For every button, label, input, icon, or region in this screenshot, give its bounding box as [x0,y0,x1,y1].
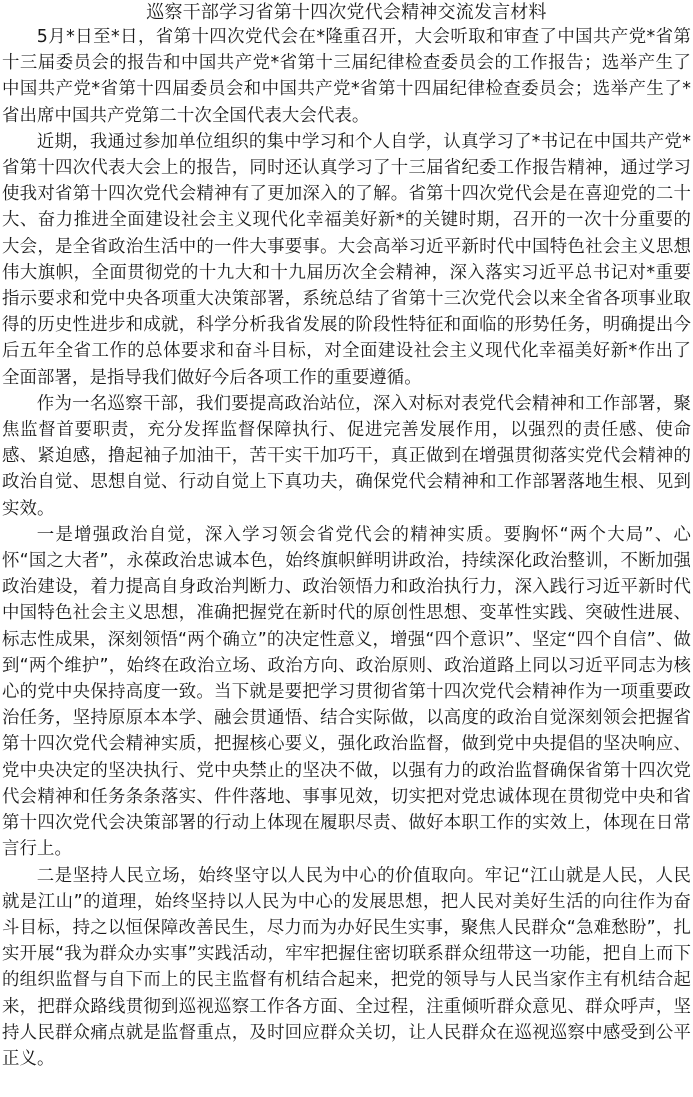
paragraph-role: 作为一名巡察干部，我们要提高政治站位，深入对标对表党代会精神和工作部署，聚焦监督首要职责，充分发挥监督保障执行、促进完善发展作用，以强烈的责任感、使命感、紧迫感，撸起袖子加油干，苦干实干加巧干，真正做到在增强贯彻落实党代会精神的政治自觉、思想自觉、行动自觉上下真功夫，确保党代会精神和工作部署落地生根、见到实效。 [2,393,691,519]
paragraph-study: 近期，我通过参加单位组织的集中学习和个人自学，认真学习了*书记在中国共产党*省第十四次代表大会上的报告，同时还认真学习了十三届省纪委工作报告精神，通过学习使我对省第十四次党代会精神有了更加深入的了解。省第十四次党代会是在喜迎党的二十大、奋力推进全面建设社会主义现代化幸福美好新*的关键时期，召开的一次十分重要的大会，是全省政治生活中的一件大事要事。大会高举习近平新时代中国特色社会主义思想伟大旗帜，全面贯彻党的十九大和十九届历次全会精神，深入落实习近平总书记对*重要指示要求和党中央各项重大决策部署，系统总结了省第十三次党代会以来全省各项事业取得的历史性进步和成就，科学分析我省发展的阶段性特征和面临的形势任务，明确提出今后五年全省工作的总体要求和奋斗目标，对全面建设社会主义现代化幸福美好新*作出了全面部署，是指导我们做好今后各项工作的重要遵循。 [2,131,691,388]
paragraph-intro: 5月*日至*日，省第十四次党代会在*隆重召开，大会听取和审查了中国共产党*省第十三届委员会的报告和中国共产党*省第十三届纪律检查委员会的工作报告；选举产生了中国共产党*省第十四届委员会和中国共产党*省第十四届纪律检查委员会；选举产生了*省出席中国共产党第二十次全国代表大会代表。 [2,27,691,126]
paragraph-point-two: 二是坚持人民立场，始终坚守以人民为中心的价值取向。牢记“江山就是人民，人民就是江山”的道理，始终坚持以人民为中心的发展思想，把人民对美好生活的向往作为奋斗目标，持之以恒保障改善民生，尽力而为办好民生实事，聚焦人民群众“急难愁盼”，扎实开展“我为群众办实事”实践活动，牢牢把握住密切联系群众纽带这一功能，把自上而下的组织监督与自下而上的民主监督有机结合起来，把党的领导与人民当家作主有机结合起来，把群众路线贯彻到巡视巡察工作各方面、全过程，注重倾听群众意见、群众呼声，坚持人民群众痛点就是监督重点，及时回应群众关切，让人民群众在巡视巡察中感受到公平正义。 [2,865,691,1069]
paragraph-point-one: 一是增强政治自觉，深入学习领会省党代会的精神实质。要胸怀“两个大局”、心怀“国之大者”，永葆政治忠诚本色，始终旗帜鲜明讲政治，持续深化政治整训，不断加强政治建设，着力提高自身政治判断力、政治领悟力和政治执行力，深入践行习近平新时代中国特色社会主义思想，准确把握党在新时代的原创性思想、变革性实践、突破性进展、标志性成果，深刻领悟“两个确立”的决定性意义，增强“四个意识”、坚定“四个自信”、做到“两个维护”，始终在政治立场、政治方向、政治原则、政治道路上同以习近平同志为核心的党中央保持高度一致。当下就是要把学习贯彻省第十四次党代会精神作为一项重要政治任务，坚持原原本本学、融会贯通悟、结合实际做，以高度的政治自觉深刻领会把握省第十四次党代会精神实质，把握核心要义，强化政治监督，做到党中央提倡的坚决响应、党中央决定的坚决执行、党中央禁止的坚决不做，以强有力的政治监督确保省第十四次党代会精神和任务条条落实、件件落地、事事见效，切实把对党忠诚体现在贯彻党中央和省第十四次党代会决策部署的行动上体现在履职尽责、做好本职工作的实效上，体现在日常言行上。 [2,524,691,860]
document-title: 巡察干部学习省第十四次党代会精神交流发言材料 [146,2,547,23]
